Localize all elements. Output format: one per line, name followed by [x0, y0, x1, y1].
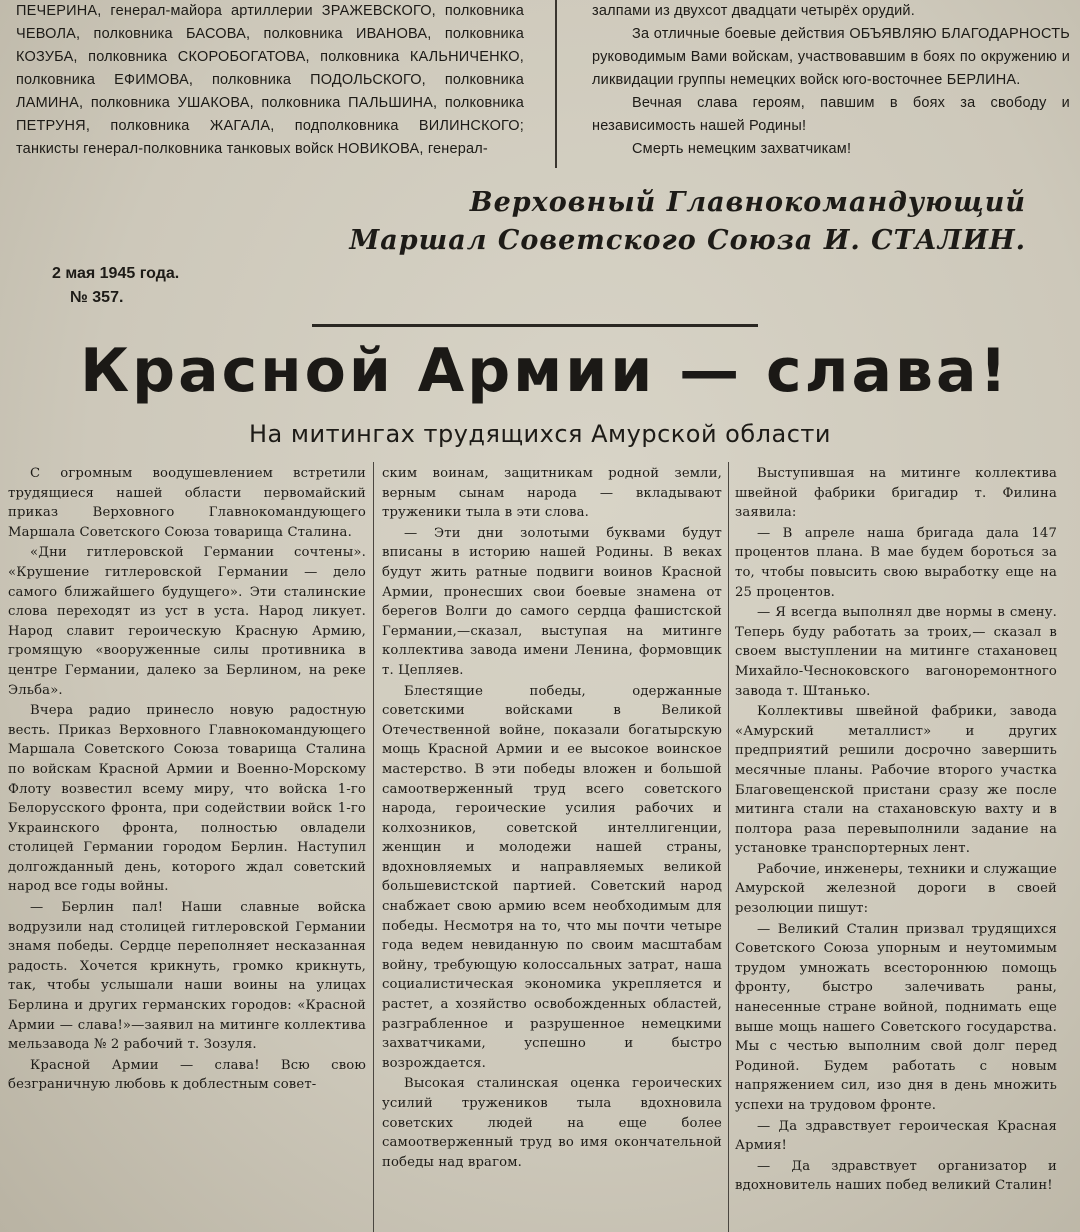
col2-paragraph: Высокая сталинская оценка героических усилий тружеников тыла вдохновила советских людей на еще более самоотверженный труд во имя окончательной победы над врагом. — [382, 1076, 722, 1170]
top-right-line-4: Смерть немецким захватчикам! — [632, 141, 852, 157]
col3-paragraph: Рабочие, инженеры, техники и служащие Амурской железной дороги в своей резолюции пишут: — [735, 861, 1057, 917]
col2-paragraph: Блестящие победы, одержанные советскими войсками в Великой Отечественной войне, показали богатырскую мощь Красной Армии и ее высокое воинское мастерство. В эти победы вложен и большой самоотверженный труд всего советского народа, героические усилия рабочих и колхозников, советской интеллигенции, женщин и молодежи нашей страны, вдохновляемых и направляемых великой большевистской партией. Советский народ снабжает свою армию всем необходимым для победы. Несмотря на то, что мы почти четыре года ведем невиданную по своим масштабам войну, требующую колоссальных затрат, наша социалистическая экономика укрепляется и растет, а хозяйство освобожденных областей, разграбленное и разрушенное немецкими захватчиками, успешно и быстро возрождается. — [382, 683, 722, 1071]
article-subheadline: На митингах трудящихся Амурской области — [249, 420, 831, 448]
col1-paragraph: С огромным воодушевлением встретили трудящиеся нашей области первомайский приказ Верховного Главнокомандующего Маршала Советского Союза товарища Сталина. — [8, 466, 366, 540]
col1-paragraph: — Берлин пал! Наши славные войска водрузили над столицей гитлеровской Германии знамя победы. Сердце переполняет несказанная радость. Хочется крикнуть, громко крикнуть, так, чтобы услышали наши воины на улицах Берлина и других германских городов: «Красной Армии — слава!»—заявил на митинге коллектива мельзавода № 2 рабочий т. Зозуля. — [8, 900, 366, 1053]
col1-paragraph: Вчера радио принесло новую радостную весть. Приказ Верховного Главнокомандующего Маршала Советского Союза товарища Сталина по войскам Красной Армии и Военно-Морскому Флоту возвестил всему миру, что войска 1-го Белорусского фронта, при содействии войск 1-го Украинского фронта, полностью овладели столицей Германии городом Берлин. Наступил долгожданный день, которого ждал советский народ все годы войны. — [8, 703, 366, 895]
signature-name: Маршал Советского Союза И. СТАЛИН. — [349, 225, 1026, 256]
order-number: № 357. — [70, 289, 124, 306]
col3-paragraph: — Да здравствует героическая Красная Армия! — [735, 1118, 1057, 1154]
column-divider-2 — [728, 462, 729, 1232]
col3-paragraph: — В апреле наша бригада дала 147 процентов плана. В мае будем бороться за то, чтобы повысить свою выработку еще на 25 процентов. — [735, 525, 1057, 600]
signature-title: Верховный Главнокомандующий — [469, 187, 1026, 218]
col2-paragraph: ским воинам, защитникам родной земли, верным сынам народа — вкладывают труженики тыла в эти слова. — [382, 466, 722, 521]
article-column-1 — [8, 464, 366, 1224]
top-right-line-1: залпами из двухсот двадцати четырёх орудий. — [592, 3, 915, 19]
col3-paragraph: Коллективы швейной фабрики, завода «Амурский металлист» и других предприятий решили досрочно завершить месячные планы. Рабочие второго участка Благовещенской пристани сразу же после митинга стали на стахановскую вахту и в полтора раза перевыполнили задание на установке транспортерных лент. — [735, 704, 1057, 857]
col3-paragraph: — Я всегда выполнял две нормы в смену. Теперь буду работать за троих,— сказал в своем выступлении на митинге стахановец Михайло-Чесноковского вагоноремонтного завода т. Штанько. — [735, 605, 1057, 699]
top-right-line-2: За отличные боевые действия ОБЪЯВЛЯЮ БЛАГОДАРНОСТЬ руководимым Вами войскам, участвовавшим в боях по окружению и ликвидации группы немецких войск юго-восточнее БЕРЛИНА. — [592, 26, 1070, 88]
top-right-line-3: Вечная слава героям, павшим в боях за свободу и независимость нашей Родины! — [592, 95, 1070, 134]
article-headline: Красной Армии — слава! — [80, 336, 1010, 406]
top-column-divider — [555, 0, 557, 168]
top-left-text: ПЕЧЕРИНА, генерал-майора артиллерии ЗРАЖЕВСКОГО, полковника ЧЕВОЛА, полковника БАСОВА, полковника ИВАНОВА, полковника КОЗУБА, полковника СКОРОБОГАТОВА, полковника КАЛЬНИЧЕНКО, полковника ЕФИМОВА, полковника ПОДОЛЬСКОГО, полковника ЛАМИНА, полковника УШАКОВА, полковника ПАЛЬШИНА, полковника ПЕТРУНЯ, полковника ЖАГАЛА, подполковника ВИЛИНСКОГО; танкисты генерал-полковника танковых войск НОВИКОВА, генерал- — [16, 3, 524, 157]
col3-paragraph: — Великий Сталин призвал трудящихся Советского Союза упорным и неутомимым трудом умножать всестороннюю помощь фронту, быстро залечивать раны, нанесенные стране войной, поднимать еще выше мощь нашего Советского государства. Мы с честью выполним свой долг перед Родиной. Будем работать с новым напряжением сил, изо дня в день множить успехи на трудовом фронте. — [735, 921, 1057, 1113]
signature-block — [349, 184, 1026, 260]
top-right-order-ending — [592, 0, 1070, 172]
column-divider-1 — [373, 462, 374, 1232]
col2-paragraph: — Эти дни золотыми буквами будут вписаны в историю нашей Родины. В веках будут жить ратные подвиги воинов Красной Армии, пронесших свои боевые знамена от берегов Волги до самого сердца фашистской Германии,—сказал, выступая на митинге коллектива завода имени Ленина, формовщик т. Цепляев. — [382, 525, 722, 678]
col1-paragraph: «Дни гитлеровской Германии сочтены». «Крушение гитлеровской Германии — дело самого ближайшего будущего». Эти сталинские слова переходят из уст в уста. Народ ликует. Народ славит героическую Красную Армию, громящую «вооруженные силы противника в центре Германии, далеко за Берлином, на реке Эльба». — [8, 545, 366, 698]
article-column-2 — [382, 464, 722, 1224]
col3-paragraph: Выступившая на митинге коллектива швейной фабрики бригадир т. Филина заявила: — [735, 466, 1057, 521]
article-column-3 — [735, 464, 1057, 1224]
section-rule — [312, 324, 758, 327]
col3-paragraph: — Да здравствует организатор и вдохновитель наших побед великий Сталин! — [735, 1158, 1057, 1194]
order-dateline — [52, 262, 179, 310]
order-date: 2 мая 1945 года. — [52, 265, 180, 282]
top-left-order-continuation — [16, 0, 524, 172]
col1-paragraph: Красной Армии — слава! Всю свою безграничную любовь к доблестным совет- — [8, 1057, 366, 1093]
